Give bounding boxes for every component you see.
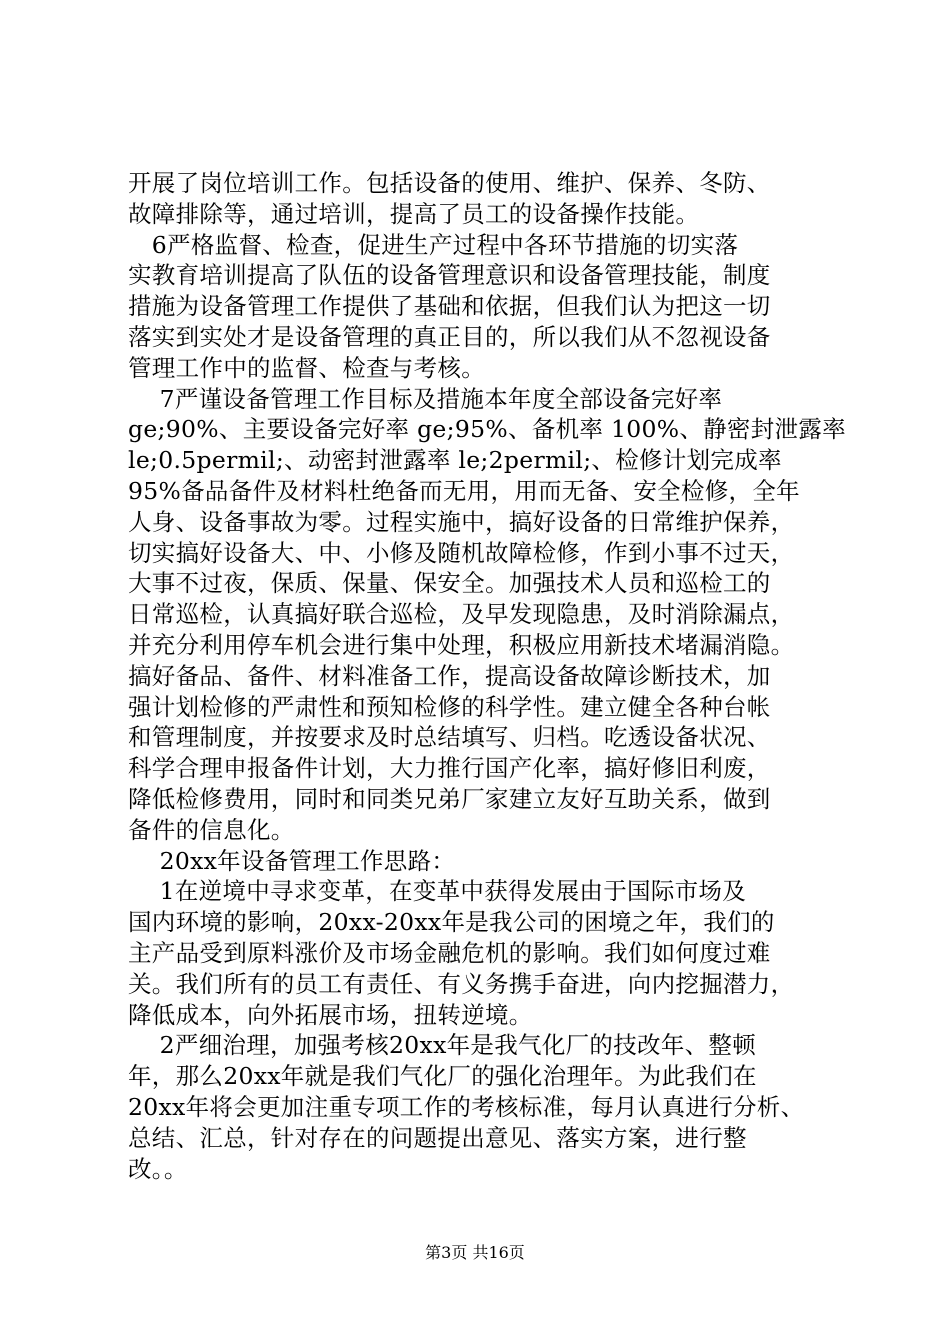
text-line: 总结、汇总，针对存在的问题提出意见、落实方案，进行整 xyxy=(128,1123,747,1152)
text-line: 1在逆境中寻求变革，在变革中获得发展由于国际市场及 xyxy=(128,877,747,906)
text-line: 主产品受到原料涨价及市场金融危机的影响。我们如何度过难 xyxy=(128,938,771,967)
text-line: 7严谨设备管理工作目标及措施本年度全部设备完好率 xyxy=(128,384,723,413)
text-line: 人身、设备事故为零。过程实施中，搞好设备的日常维护保养， xyxy=(128,507,795,536)
text-line: 20xx年将会更加注重专项工作的考核标准，每月认真进行分析、 xyxy=(128,1092,805,1121)
text-line: 关。我们所有的员工有责任、有义务携手奋进，向内挖掘潜力， xyxy=(128,969,795,998)
text-line: 改。。 xyxy=(128,1154,188,1183)
text-line: 科学合理申报备件计划，大力推行国产化率，搞好修旧利废， xyxy=(128,754,771,783)
text-line: 管理工作中的监督、检查与考核。 xyxy=(128,353,485,382)
document-body xyxy=(128,168,848,1184)
text-line: 落实到实处才是设备管理的真正目的，所以我们从不忽视设备 xyxy=(128,322,771,351)
page-footer: 第3页 共16页 xyxy=(425,1243,525,1262)
text-line: 搞好备品、备件、材料准备工作，提高设备故障诊断技术，加 xyxy=(128,661,771,690)
text-line: 开展了岗位培训工作。包括设备的使用、维护、保养、冬防、 xyxy=(128,169,771,197)
text-line: 20xx年设备管理工作思路： xyxy=(128,846,456,875)
text-line: 故障排除等，通过培训，提高了员工的设备操作技能。 xyxy=(128,199,700,228)
text-line: 2严细治理，加强考核20xx年是我气化厂的技改年、整顿 xyxy=(128,1031,757,1060)
text-line: 并充分利用停车机会进行集中处理，积极应用新技术堵漏消隐。 xyxy=(128,630,795,659)
text-line: 日常巡检，认真搞好联合巡检，及早发现隐患，及时消除漏点， xyxy=(128,600,795,629)
text-line: 6严格监督、检查，促进生产过程中各环节措施的切实落 xyxy=(128,230,739,259)
text-line: ge;90%、主要设备完好率 ge;95%、备机率 100%、静密封泄露率 xyxy=(128,415,846,444)
text-line: 措施为设备管理工作提供了基础和依据，但我们认为把这一切 xyxy=(128,292,771,321)
text-line: 实教育培训提高了队伍的设备管理意识和设备管理技能，制度 xyxy=(128,261,771,290)
text-line: 大事不过夜，保质、保量、保安全。加强技术人员和巡检工的 xyxy=(128,569,771,598)
text-line: 年，那么20xx年就是我们气化厂的强化治理年。为此我们在 xyxy=(128,1062,757,1091)
text-line: 和管理制度，并按要求及时总结填写、归档。吃透设备状况、 xyxy=(128,723,771,752)
text-line: 国内环境的影响，20xx-20xx年是我公司的困境之年，我们的 xyxy=(128,908,775,937)
text-line: 强计划检修的严肃性和预知检修的科学性。建立健全各种台帐 xyxy=(128,692,771,721)
text-line: 降低检修费用，同时和同类兄弟厂家建立友好互助关系，做到 xyxy=(128,784,771,813)
text-line: 切实搞好设备大、中、小修及随机故障检修，作到小事不过天， xyxy=(128,538,795,567)
text-line: le;0.5permil;、动密封泄露率 le;2permil;、检修计划完成率 xyxy=(128,446,782,475)
text-line: 95%备品备件及材料杜绝备而无用，用而无备、安全检修，全年 xyxy=(128,476,800,505)
text-line: 降低成本，向外拓展市场，扭转逆境。 xyxy=(128,1000,533,1029)
text-line: 备件的信息化。 xyxy=(128,815,295,844)
